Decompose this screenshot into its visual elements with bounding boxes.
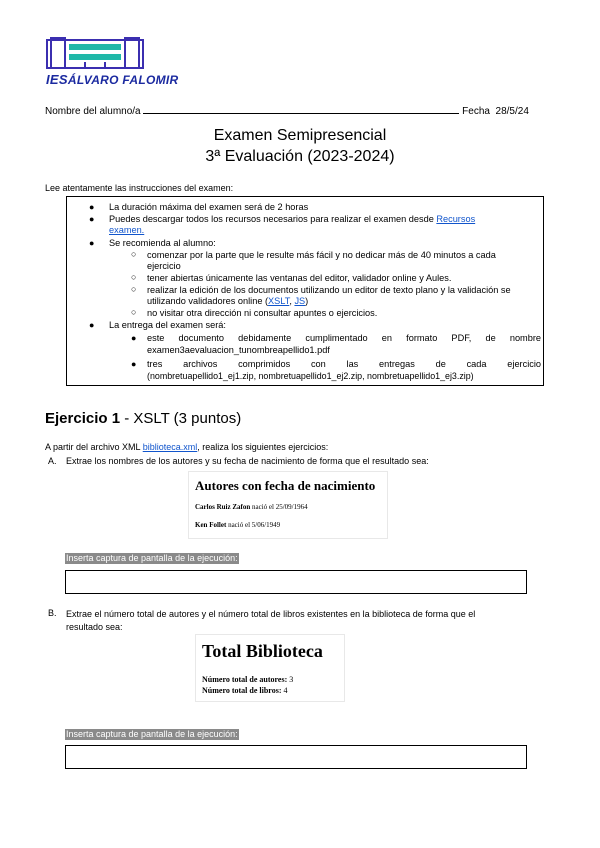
task-a-label: A.: [48, 456, 57, 466]
task-b-shot-row: [202, 686, 287, 695]
exam-subtitle: 3ª Evaluación (2023-2024): [205, 148, 395, 165]
sub-bullet-icon: ○: [131, 307, 137, 317]
recommend-editor: realizar la edición de los documentos utilizando un editor de texto plano y la validación se: [147, 285, 511, 295]
exercise-1-title: [45, 410, 241, 427]
student-name-label: Nombre del alumno/a: [45, 106, 141, 117]
author-birth: nació el 5/06/1949: [226, 521, 281, 529]
capture-label-a: Inserta captura de pantalla de la ejecución:: [66, 553, 238, 563]
sub-bullet-icon: ○: [131, 284, 137, 294]
sub-bullet-icon: ○: [131, 272, 137, 282]
separator: ,: [289, 296, 295, 306]
total-value: 4: [281, 686, 288, 695]
bullet-icon: ●: [89, 238, 95, 248]
task-a-shot-heading: Autores con fecha de nacimiento: [195, 478, 376, 493]
exercise-1-intro-text: A partir del archivo XML: [45, 442, 143, 452]
capture-box-a[interactable]: [65, 570, 527, 594]
recommend-validators-text: utilizando validadores online (: [147, 296, 269, 306]
capture-box-b[interactable]: [65, 745, 527, 769]
resources-link-cont[interactable]: examen.: [109, 225, 145, 235]
instruction-download: [109, 214, 541, 225]
exercise-1-intro: [45, 442, 328, 452]
sub-bullet-icon: ○: [131, 249, 137, 259]
task-b-label: B.: [48, 608, 57, 618]
exercise-1-subject: - XSLT (3 puntos): [120, 410, 242, 427]
recommend-easy-part: comenzar por la parte que le resulte más fácil y no dedicar más de 40 minutos a cada: [147, 250, 496, 260]
instruction-duration: La duración máxima del examen será de 2 horas: [109, 202, 309, 212]
task-a-shot-row: [195, 521, 280, 529]
close-paren: ): [305, 296, 309, 306]
delivery-zips: tres archivos comprimidos con las entregas de cada ejercicio: [147, 359, 541, 369]
bullet-icon: ●: [131, 359, 137, 369]
bullet-icon: ●: [89, 202, 95, 212]
js-validator-link[interactable]: JS: [294, 296, 306, 306]
total-label: Número total de autores:: [202, 675, 288, 684]
recommend-no-browsing: no visitar otra dirección ni consultar apuntes o ejercicios.: [147, 308, 378, 318]
date-label: Fecha: [462, 106, 490, 117]
bullet-icon: ●: [131, 333, 137, 343]
school-prefix: IES: [46, 72, 68, 87]
delivery-pdf: este documento debidamente cumplimentado en formato PDF, de nombre: [147, 333, 541, 343]
recommend-windows: tener abiertas únicamente las ventanas del editor, validador online y Aules.: [147, 273, 452, 283]
author-birth: nació el 25/09/1964: [250, 503, 308, 511]
exercise-1-intro-end: , realiza los siguientes ejercicios:: [197, 442, 329, 452]
capture-label-b: Inserta captura de pantalla de la ejecución:: [66, 729, 238, 739]
total-label: Número total de libros:: [202, 686, 282, 695]
author-name: Ken Follet: [195, 521, 227, 529]
student-name-field[interactable]: [143, 104, 459, 114]
task-b-shot-heading: Total Biblioteca: [202, 641, 323, 661]
date-value: 28/5/24: [495, 106, 529, 117]
instructions-box: [66, 196, 544, 386]
biblioteca-xml-link[interactable]: biblioteca.xml: [142, 442, 198, 452]
instruction-delivery: La entrega del examen será:: [109, 320, 226, 330]
instructions-intro: Lee atentamente las instrucciones del examen:: [45, 183, 234, 193]
task-a-text: Extrae los nombres de los autores y su fecha de nacimiento de forma que el resultado sea:: [66, 456, 429, 466]
exam-title: Examen Semipresencial: [213, 127, 387, 144]
task-b-text-line1: Extrae el número total de autores y el número total de libros existentes en la biblioteca de forma que el: [66, 609, 476, 619]
bullet-icon: ●: [89, 320, 95, 330]
school-building-icon: [45, 36, 155, 72]
resources-link[interactable]: Recursos: [436, 214, 476, 224]
instruction-download-text: Puedes descargar todos los recursos necesarios para realizar el examen desde: [109, 214, 437, 224]
bullet-icon: ●: [89, 214, 95, 224]
delivery-pdf-name: examen3aevaluacion_tunombreapellido1.pdf: [147, 345, 330, 355]
task-b-shot-row: [202, 675, 293, 684]
school-name: ÁLVARO FALOMIR: [67, 73, 179, 87]
total-value: 3: [287, 675, 294, 684]
student-info-line: [45, 104, 555, 117]
task-b-text: [66, 608, 526, 634]
exercise-1-number: Ejercicio 1: [45, 410, 121, 427]
task-a-screenshot: [188, 471, 388, 539]
task-b-screenshot: [195, 634, 345, 702]
task-b-text-line2: resultado sea:: [66, 622, 123, 632]
delivery-zips-names: (nombretuapellido1_ej1.zip, nombretuapellido1_ej2.zip, nombretuapellido1_ej3.zip): [147, 371, 474, 381]
recommend-easy-part-cont: ejercicio: [147, 261, 181, 271]
author-name: Carlos Ruiz Zafon: [195, 503, 251, 511]
recommend-validators: [147, 296, 308, 307]
xslt-validator-link[interactable]: XSLT: [268, 296, 290, 306]
task-a-shot-row: [195, 503, 308, 511]
instruction-recommend: Se recomienda al alumno:: [109, 238, 216, 248]
school-logo-text: [46, 72, 179, 87]
